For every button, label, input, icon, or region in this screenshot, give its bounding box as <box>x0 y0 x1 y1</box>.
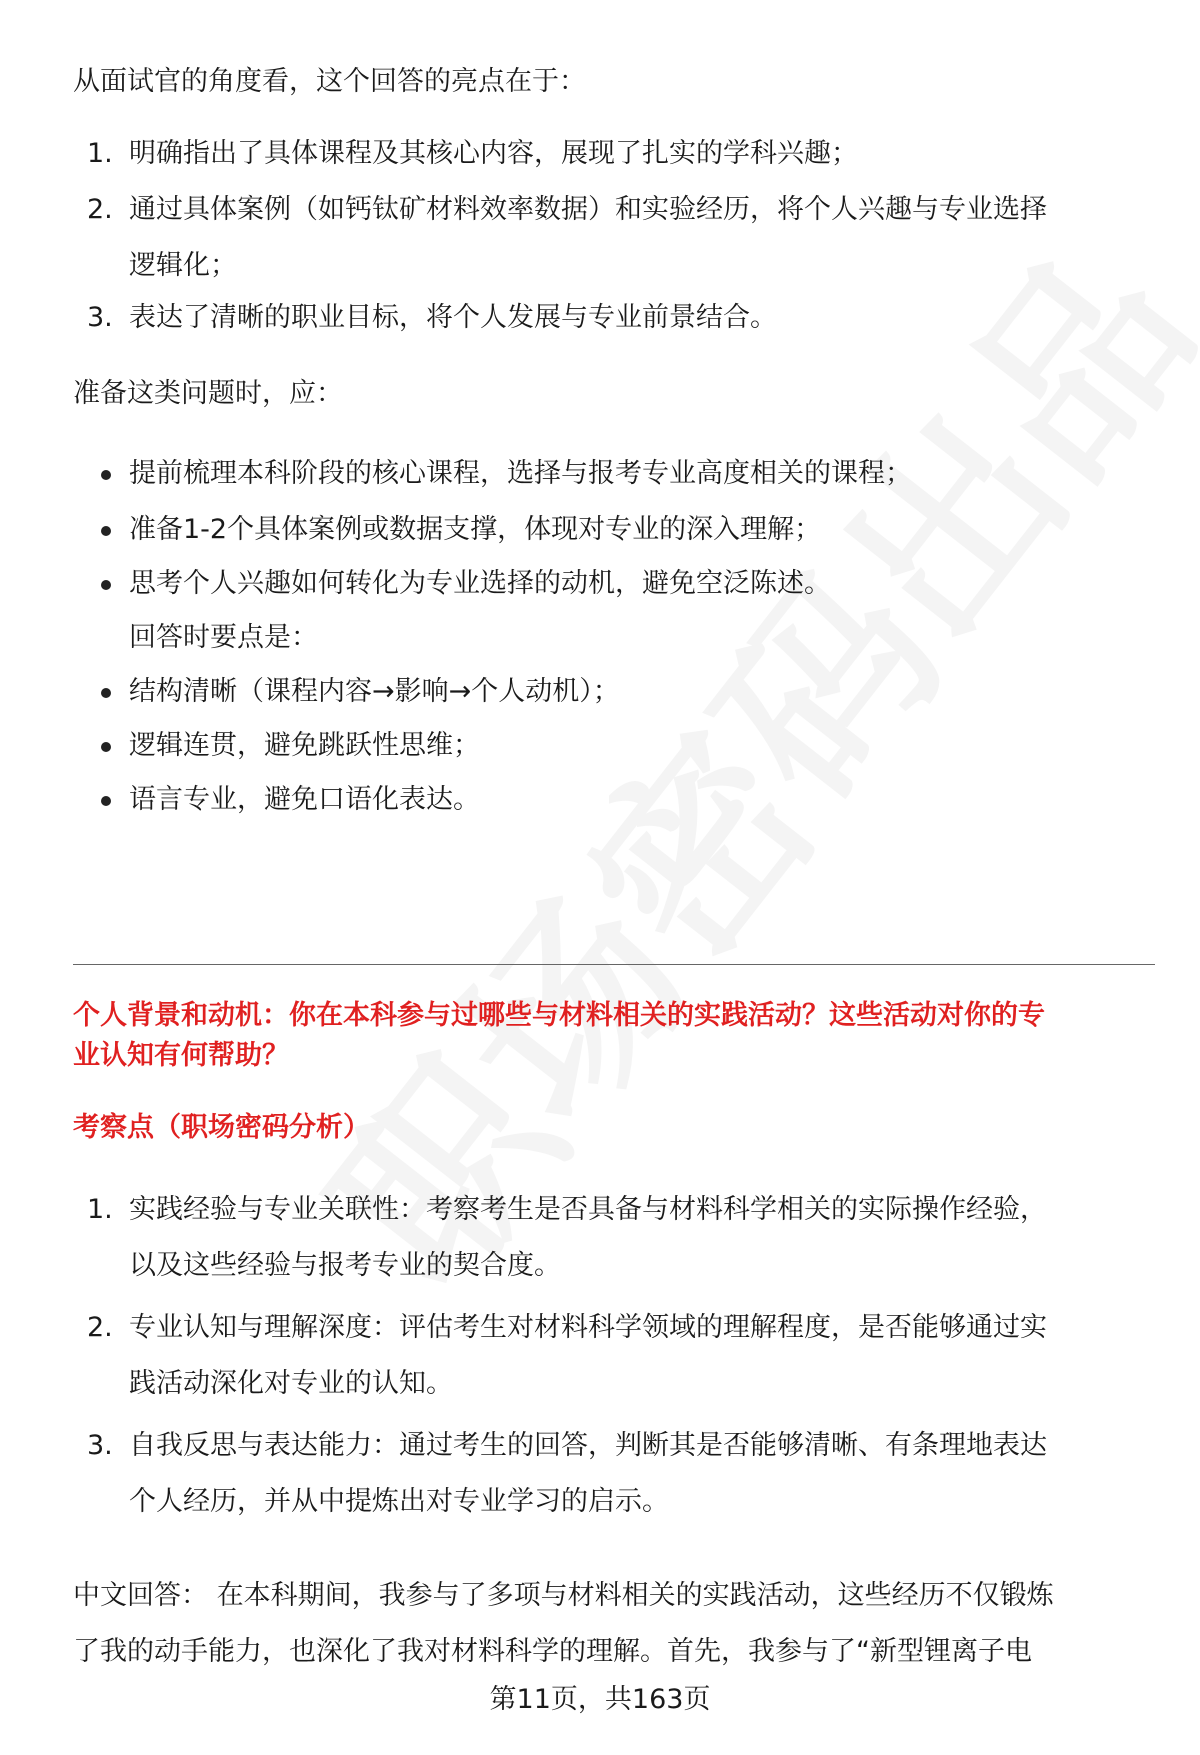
page-footer: 第11页，共163页 <box>489 1684 711 1715</box>
analysis-title: 考察点（职场密码分析） <box>73 1112 370 1143</box>
question-heading-line1: 个人背景和动机：你在本科参与过哪些与材料相关的实践活动？这些活动对你的专 <box>73 1000 1045 1031</box>
prep-title: 准备这类问题时，应： <box>73 378 343 409</box>
section-divider <box>73 964 1155 965</box>
list-text: 表达了清晰的职业目标，将个人发展与专业前景结合。 <box>129 302 777 333</box>
bullet-text: 语言专业，避免口语化表达。 <box>129 784 480 815</box>
bullet-text: 逻辑连贯，避免跳跃性思维； <box>129 730 480 761</box>
bullet-dot-icon <box>101 580 111 590</box>
bullet-dot-icon <box>101 470 111 480</box>
list-text-continued: 个人经历，并从中提炼出对专业学习的启示。 <box>129 1486 669 1517</box>
list-number: 3. <box>87 1430 113 1461</box>
bullet-text: 准备1-2个具体案例或数据支撑，体现对专业的深入理解； <box>129 514 822 545</box>
bullet-dot-icon <box>101 526 111 536</box>
list-text: 专业认知与理解深度：评估考生对材料科学领域的理解程度，是否能够通过实 <box>129 1312 1047 1343</box>
list-text: 明确指出了具体课程及其核心内容，展现了扎实的学科兴趣； <box>129 138 858 169</box>
question-heading-line2: 业认知有何帮助？ <box>73 1040 289 1071</box>
bullet-text: 思考个人兴趣如何转化为专业选择的动机，避免空泛陈述。 <box>129 568 831 599</box>
intro-text: 从面试官的角度看，这个回答的亮点在于： <box>73 66 586 97</box>
list-text: 自我反思与表达能力：通过考生的回答，判断其是否能够清晰、有条理地表达 <box>129 1430 1047 1461</box>
list-text: 实践经验与专业关联性：考察考生是否具备与材料科学相关的实际操作经验， <box>129 1194 1047 1225</box>
bullet-dot-icon <box>101 688 111 698</box>
list-text-continued: 以及这些经验与报考专业的契合度。 <box>129 1250 561 1281</box>
bullet-dot-icon <box>101 796 111 806</box>
list-number: 2. <box>87 194 113 225</box>
list-text: 通过具体案例（如钙钛矿材料效率数据）和实验经历，将个人兴趣与专业选择 <box>129 194 1047 225</box>
list-number: 2. <box>87 1312 113 1343</box>
list-text-continued: 逻辑化； <box>129 250 237 281</box>
answer-points-title: 回答时要点是： <box>129 622 318 653</box>
bullet-text: 提前梳理本科阶段的核心课程，选择与报考专业高度相关的课程； <box>129 458 912 489</box>
list-number: 1. <box>87 1194 113 1225</box>
list-number: 3. <box>87 302 113 333</box>
answer-line1: 中文回答： 在本科期间，我参与了多项与材料相关的实践活动，这些经历不仅锻炼 <box>73 1580 1054 1611</box>
list-number: 1. <box>87 138 113 169</box>
answer-line2: 了我的动手能力，也深化了我对材料科学的理解。首先，我参与了“新型锂离子电 <box>73 1636 1032 1667</box>
list-text-continued: 践活动深化对专业的认知。 <box>129 1368 453 1399</box>
bullet-text: 结构清晰（课程内容→影响→个人动机）； <box>129 676 620 707</box>
bullet-dot-icon <box>101 742 111 752</box>
